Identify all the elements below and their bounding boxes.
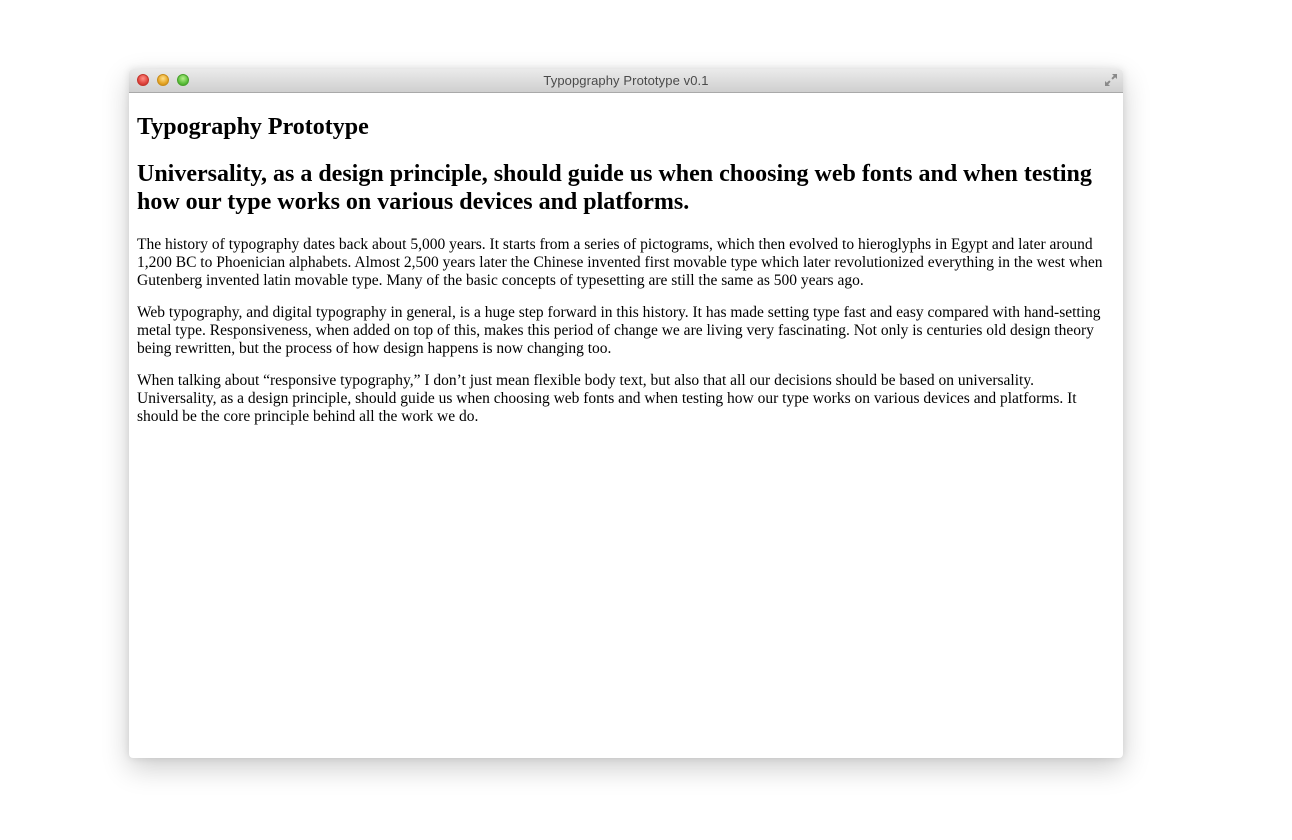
page-title: Typography Prototype [137, 114, 369, 140]
browser-window [129, 69, 1123, 758]
paragraph-responsive-typography: When talking about “responsive typography,” I don’t just mean flexible body text, but also that all our decisions should be based on universality. Universality, as a design principle, should guide us when choosing web fonts and when testing how our type works on various devices and platforms. It should be the core principle behind all the work we do. [137, 372, 1077, 425]
paragraph-web-typography: Web typography, and digital typography in general, is a huge step forward in this history. It has made setting type fast and easy compared with hand-setting metal type. Responsiveness, when added on top of this, makes this period of change we are living very fascinating. Not only is centuries old design theory being rewritten, but the process of how design happens is now changing too. [137, 304, 1101, 357]
title-bar[interactable] [129, 69, 1123, 93]
window-title: Typopgraphy Prototype v0.1 [543, 73, 709, 88]
paragraph-history: The history of typography dates back about 5,000 years. It starts from a series of pictograms, which then evolved to hieroglyphs in Egypt and later around 1,200 BC to Phoenician alphabets. Almost 2,500 years later the Chinese invented first movable type which later revolutionized everything in the west when Gutenberg invented latin movable type. Many of the basic concepts of typesetting are still the same as 500 years ago. [137, 236, 1103, 289]
page-content [129, 113, 1123, 426]
page-subtitle: Universality, as a design principle, should guide us when choosing web fonts and when testing how our type works on various devices and platforms. [137, 161, 1092, 215]
fullscreen-icon[interactable] [1103, 72, 1119, 88]
